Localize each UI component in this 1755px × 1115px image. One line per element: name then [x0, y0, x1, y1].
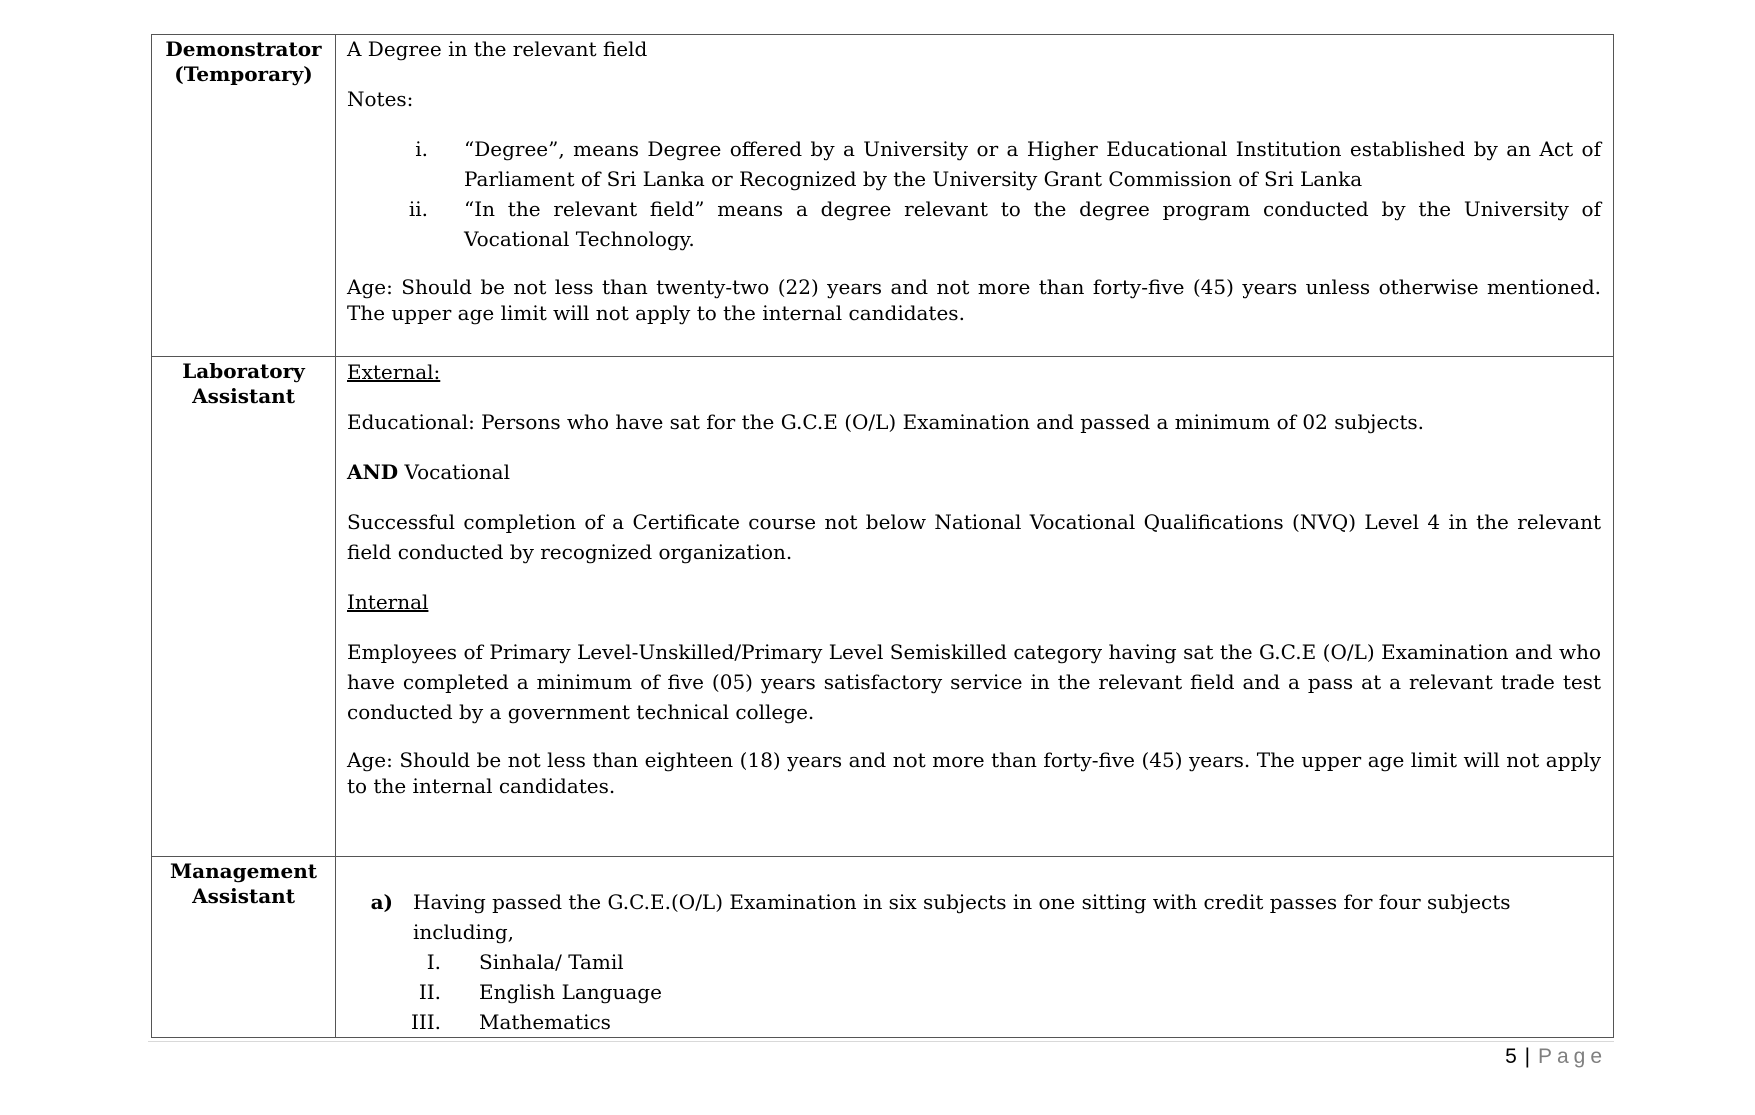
and-keyword: AND — [347, 460, 399, 484]
degree-requirement: A Degree in the relevant field — [347, 37, 648, 61]
educational-requirement: Educational: Persons who have sat for the G.C.E (O/L) Examination and passed a minimum of 02 subjects. — [347, 410, 1425, 434]
vocational-requirement: Successful completion of a Certificate course not below National Vocational Qualifications (NVQ) Level 4 in the relevant field conducted by recognized organization. — [347, 510, 1601, 564]
position-cell — [152, 857, 336, 1038]
notes-label: Notes: — [347, 87, 414, 111]
subject-item — [347, 1007, 1601, 1037]
table-row — [152, 35, 1614, 357]
age-requirement: Age: Should be not less than twenty-two (22) years and not more than forty-five (45) years unless otherwise mentioned. The upper age limit will not apply to the internal candidates. — [347, 275, 1601, 325]
subject-text: Mathematics — [479, 1010, 611, 1034]
list-item-text: “In the relevant field” means a degree relevant to the degree program conducted by the University of Vocational Technology. — [464, 197, 1601, 251]
subject-number: III. — [410, 1010, 441, 1034]
requirements-cell — [336, 357, 1614, 857]
list-item-text: Having passed the G.C.E.(O/L) Examination in six subjects in one sitting with credit passes for four subjects including, — [413, 890, 1511, 944]
table-row — [152, 357, 1614, 857]
list-item — [347, 887, 1601, 947]
list-item-text: “Degree”, means Degree offered by a University or a Higher Educational Institution established by an Act of Parliament of Sri Lanka or Recognized by the University Grant Commission of Sri Lanka — [464, 137, 1601, 191]
list-item — [347, 134, 1601, 194]
subject-number: I. — [426, 950, 441, 974]
list-item-number: i. — [415, 137, 428, 161]
internal-label: Internal — [347, 590, 429, 614]
page-number: 5 — [1505, 1045, 1517, 1068]
position-title: Demonstrator (Temporary) — [165, 37, 322, 86]
and-vocational-heading — [347, 457, 1601, 487]
page-footer — [1505, 1043, 1607, 1071]
subject-text: English Language — [479, 980, 662, 1004]
list-item-label: a) — [370, 890, 393, 914]
subject-number: II. — [418, 980, 441, 1004]
qualifications-table — [151, 34, 1614, 1038]
notes-list — [347, 134, 1601, 254]
requirements-cell — [336, 35, 1614, 357]
footer-separator: | — [1524, 1045, 1531, 1068]
subject-item — [347, 947, 1601, 977]
position-cell — [152, 357, 336, 857]
page-label: Page — [1537, 1045, 1607, 1068]
list-item-number: ii. — [408, 197, 428, 221]
age-requirement: Age: Should be not less than eighteen (18) years and not more than forty-five (45) years. The upper age limit will not apply to the internal candidates. — [347, 748, 1601, 798]
external-label: External: — [347, 360, 441, 384]
requirements-cell — [336, 857, 1614, 1038]
position-cell — [152, 35, 336, 357]
position-title: Laboratory Assistant — [182, 359, 305, 408]
footer-divider — [148, 1041, 1614, 1042]
table-row — [152, 857, 1614, 1038]
position-title: Management Assistant — [170, 859, 317, 908]
subject-text: Sinhala/ Tamil — [479, 950, 624, 974]
internal-requirement: Employees of Primary Level-Unskilled/Primary Level Semiskilled category having sat the G.C.E (O/L) Examination and who have completed a minimum of five (05) years satisfactory service in the relevant field and a pass at a relevant trade test conducted by a government technical college. — [347, 640, 1601, 724]
vocational-label: Vocational — [398, 460, 510, 484]
subject-item — [347, 977, 1601, 1007]
list-item — [347, 194, 1601, 254]
